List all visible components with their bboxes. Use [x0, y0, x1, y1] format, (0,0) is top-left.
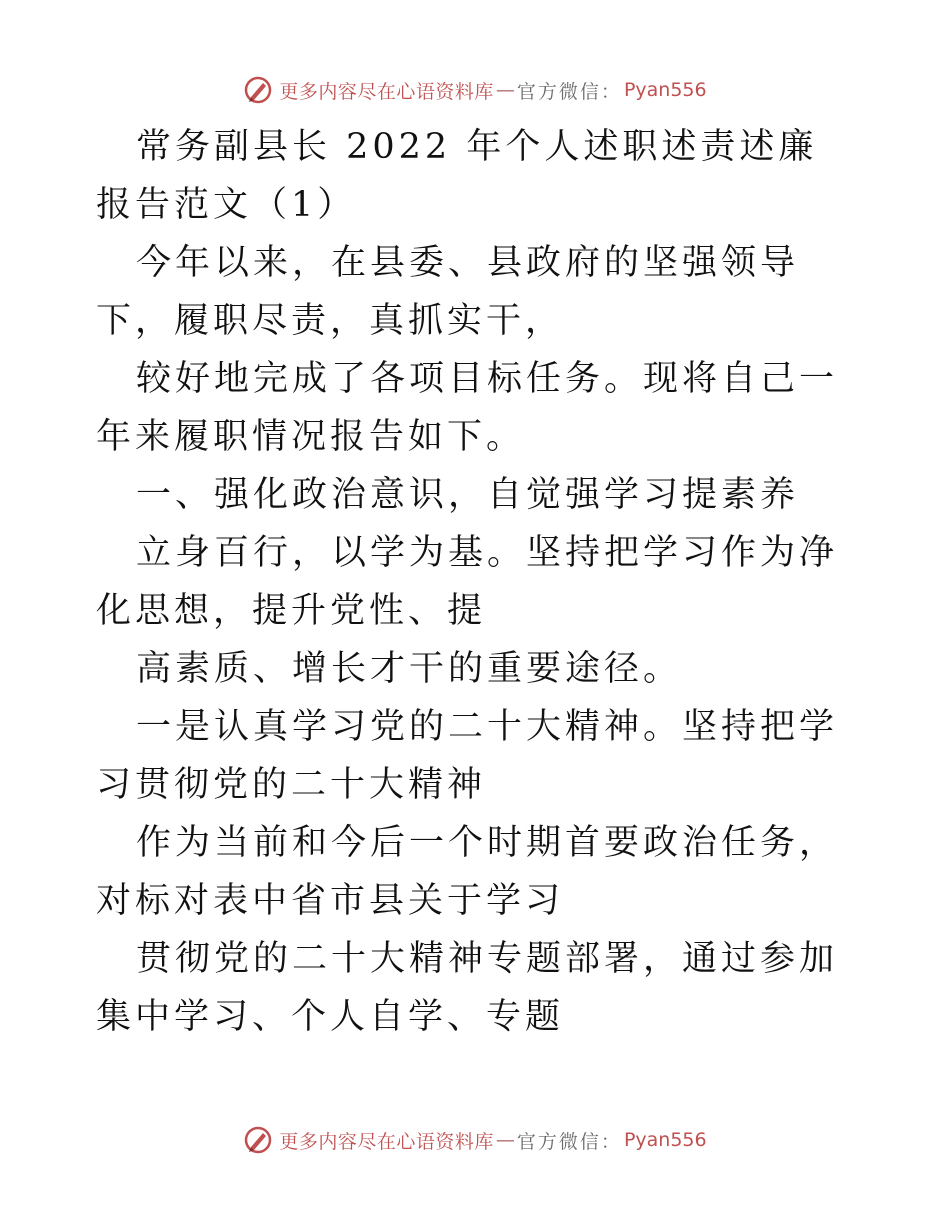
paragraph: 作为当前和今后一个时期首要政治任务，对标对表中省市县关于学习 [96, 823, 839, 921]
document-body [96, 118, 856, 1046]
watermark-wechat-id: Pyan556 [623, 1129, 707, 1151]
section-heading: 一、强化政治意识，自觉强学习提素养 [136, 475, 800, 515]
watermark-separator: — [495, 1129, 515, 1151]
watermark-text: 更多内容尽在心语资料库 [279, 1130, 494, 1153]
watermark-wechat-label: 官方微信： [516, 1130, 622, 1153]
paragraph: 一是认真学习党的二十大精神。坚持把学习贯彻党的二十大精神 [96, 707, 839, 805]
paragraph: 高素质、增长才干的重要途径。 [136, 649, 683, 689]
watermark-separator: — [495, 79, 515, 101]
paragraph: 较好地完成了各项目标任务。现将自己一年来履职情况报告如下。 [96, 359, 839, 457]
paragraph: 今年以来，在县委、县政府的坚强领导下，履职尽责，真抓实干， [96, 243, 800, 341]
watermark-text: 更多内容尽在心语资料库 [279, 80, 494, 103]
header-watermark [0, 70, 950, 110]
paragraph: 贯彻党的二十大精神专题部署，通过参加集中学习、个人自学、专题 [96, 939, 839, 1037]
document-title: 常务副县长 2022 年个人述职述责述廉报告范文（1） [96, 127, 818, 225]
watermark-wechat-label: 官方微信： [516, 80, 622, 103]
pen-logo-icon [243, 75, 273, 105]
footer-watermark [0, 1120, 950, 1160]
pen-logo-icon [243, 1125, 273, 1155]
paragraph: 立身百行，以学为基。坚持把学习作为净化思想，提升党性、提 [96, 533, 839, 631]
watermark-wechat-id: Pyan556 [623, 79, 707, 101]
